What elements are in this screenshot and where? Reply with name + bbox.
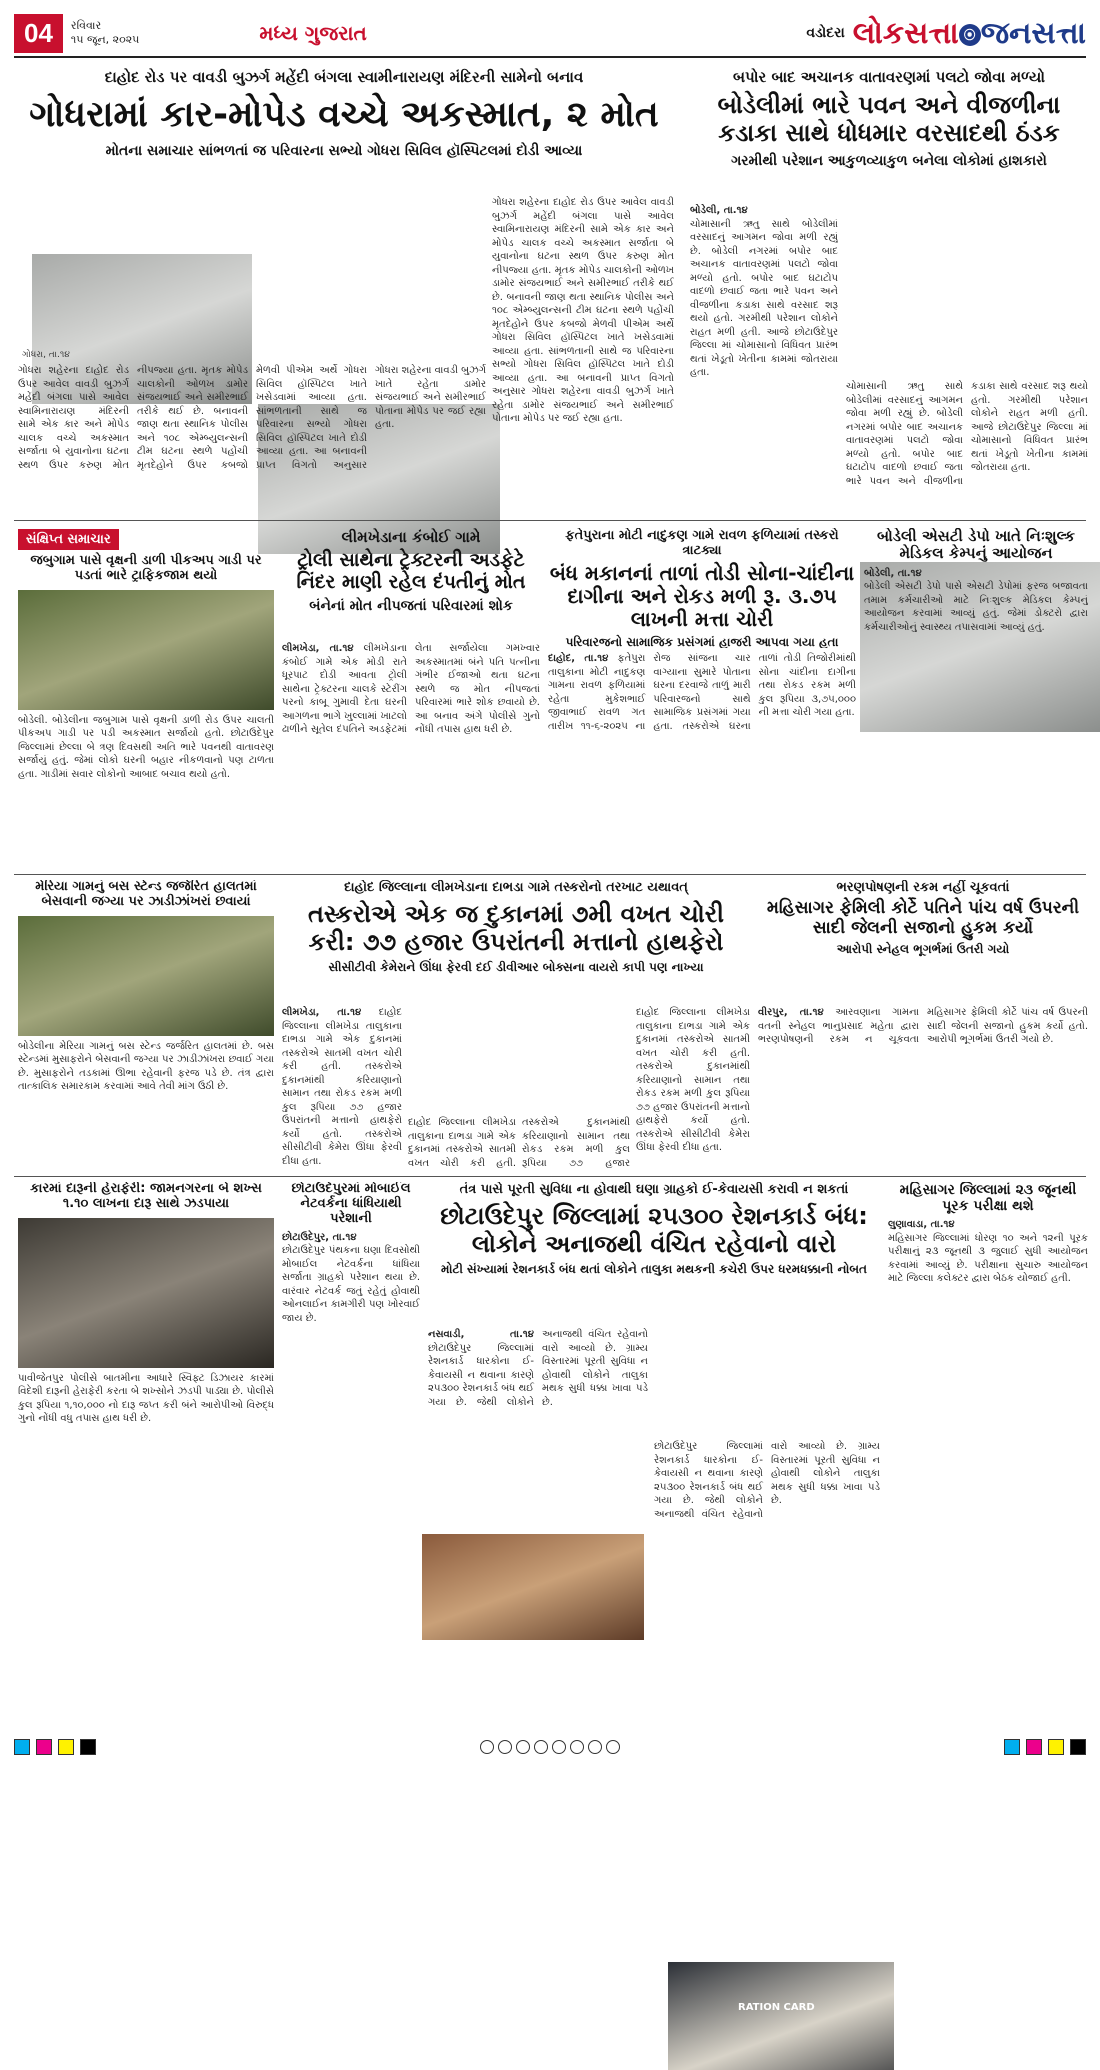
medical-headline: બોડેલી એસટી ડેપો ખાતે નિઃશુલ્ક મેડિકલ કેમ્પનું આયોજન <box>876 528 1076 563</box>
shop-theft-kicker: દાહોદ જિલ્લાના લીમખેડાના દાભડા ગામે તસ્કરોનો તરખાટ યથાવત્ <box>344 880 688 895</box>
liquor-story <box>18 1182 274 1712</box>
rain-headline: બોડેલીમાં ભારે પવન અને વીજળીના કડાકા સાથે ધોધમાર વરસાદથી ઠંડક <box>717 91 1061 147</box>
logo-left: લોકસત્તા <box>852 15 959 51</box>
network-headline: છોટાઉદેપુરમાં મોબાઈલ નેટવર્કના ધાંધિયાથી પરેશાની <box>291 1182 411 1226</box>
ration-sub: મોટી સંખ્યામાં રેશનકાર્ડ બંધ થતાં લોકોને તાલુકા મથકની કચેરી ઉપર ધરમધક્કાની નોબત <box>440 1262 867 1277</box>
exam-dateline: લુણાવાડા, તા.૧૪ <box>888 1219 955 1231</box>
dot-icon <box>516 1740 530 1754</box>
color-registration-marks <box>1004 1739 1086 1755</box>
theft-sub: પરિવારજનો સામાજિક પ્રસંગમાં હાજરી આપવા ગયા હતા <box>565 635 839 648</box>
brief-body: બોડેલી. બોડેલીના જબુગામ પાસે વૃક્ષની ડાળી રોડ ઉપર ચાલતી પીકઅપ ગાડી પર પડી અકસ્માત સર્જાયો હતો. છોટાઉદેપુર જિલ્લામાં છેલ્લા બે ત્રણ દિવસથી અતિ ભારે પવનથી વાતાવરણ સર્જાયું હતું. જેમાં લોકો ઘરની બહાર નીકળવાનો પણ ટાળતા હતા. ગાડીમાં સવાર લોકોનો આબાદ બચાવ થયો હતો. <box>18 714 274 780</box>
shop-theft-headline: તસ્કરોએ એક જ દુકાનમાં ૭મી વખત ચોરી કરી: ૭૭ હજાર ઉપરાંતની મત્તાનો હાથફેરો <box>307 900 725 956</box>
medical-dateline: બોડેલી, તા.૧૪ <box>864 567 922 579</box>
rain-kicker: બપોર બાદ અચાનક વાતાવરણમાં પલટો જોવા મળ્યો <box>732 68 1046 86</box>
court-body: આરવણાના ગામના વતની સ્નેહલ ભાનુપ્રસાદ મહેતા દ્વારા ભરણપોષણની રકમ ન ચૂકવતા મહિસાગર ફેમિલી કોર્ટે પાંચ વર્ષ ઉપરની સાદી જેલની સજાનો હુકમ કર્યો હતો. આરોપી ભૂગર્ભમાં ઉતરી ગયો છે. <box>758 1007 1088 1045</box>
divider <box>14 1176 1086 1177</box>
cyan-swatch <box>14 1739 30 1755</box>
lead-headline: ગોધરામાં કાર-મોપેડ વચ્ચે અકસ્માત, ૨ મોત <box>29 94 659 135</box>
medical-body: બોડેલી એસટી ડેપો પાસે એસટી ડેપોમાં ફરજ બજાવતા તમામ કર્મચારીઓ માટે નિઃશુલ્ક મેડિકલ કેમ્પનું આયોજન કરવામાં આવ્યું હતું. જેમાં ડોક્ટરો દ્વારા કર્મચારીઓનું સ્વાસ્થ્ય તપાસવામાં આવ્યું હતું. <box>864 581 1088 633</box>
brief-news-box <box>18 528 274 868</box>
tractor-sub: બંનેનાં મોત નીપજતાં પરિવારમાં શોક <box>309 597 513 614</box>
theft-headline: બંધ મકાનનાં તાળાં તોડી સોના-ચાંદીના દાગીના અને રોકડ મળી રૂ. ૩.૭૫ લાખની મત્તા ચોરી <box>549 561 855 631</box>
section-title: મધ્ય ગુજરાત <box>259 21 367 45</box>
photo-caption: ગોધરા, તા.૧૪ <box>22 350 70 360</box>
ration-story-header <box>428 1182 880 1322</box>
dot-icon <box>606 1740 620 1754</box>
ration-dateline: નસવાડી, તા.૧૪ <box>428 1329 534 1340</box>
black-swatch <box>1070 1739 1086 1755</box>
theft-kicker: ફતેપુરાના મોટી નાદુકણ ગામે રાવળ ફળિયામાં તસ્કરો ત્રાટક્યા <box>565 528 839 558</box>
ration-body-continued: છોટાઉદેપુર જિલ્લામાં રેશનકાર્ડ ધારકોના ઈ-કેવાયસી ન થવાના કારણે ૨૫૩૦૦ રેશનકાર્ડ બંધ થઈ ગયા છે. જેથી લોકોને અનાજથી વંચિત રહેવાનો વારો આવ્યો છે. ગ્રામ્ય વિસ્તારમાં પૂરતી સુવિધા ન હોવાથી લોકોને તાલુકા મથક સુધી ધક્કા ખાવા પડે છે. <box>654 1441 880 1520</box>
shop-theft-sub: સીસીટીવી કેમેરાને ઊંધા ફેરવી દઈ ડીવીઆર બોક્સના વાયરો કાપી પણ નાખ્યા <box>328 960 704 975</box>
page-number: 04 <box>14 14 63 53</box>
shop-theft-body-2: દાહોદ જિલ્લાના લીમખેડા તાલુકાના દાભડા ગામે એક દુકાનમાં તસ્કરોએ સાતમી વખત ચોરી કરી હતી. તસ્કરોએ દુકાનમાંથી કરિયાણાનો સામાન તથા રોકડ રકમ મળી કુલ રૂપિયા ૭૭ હજાર <box>408 1117 630 1169</box>
rain-story-header <box>690 68 1088 198</box>
tractor-body: લીમખેડાના કંબોઈ ગામે એક મોડી રાતે ધૂરપાટ દોડી આવતા ટ્રોલી સાથેના ટ્રેક્ટરના ચાલકે સ્ટેરીંગ પરનો કાબૂ ગુમાવી દેતા ઘરની આગળના ભાગે ખુલ્લામાં ખાટલો ઢાળીને સૂતેલ દંપતિને અડફેટમાં લેતા સર્જાયેલા ગમખ્વાર અકસ્માતમાં બંને પતિ પત્નીના ગંભીર ઈજાઓ થતા ઘટના સ્થળે જ મોત નીપજતાં પરિવારમાં ભારે શોક છવાયો છે. આ બનાવ અંગે પોલીસે ગુનો નોંધી તપાસ હાથ ધરી છે. <box>282 643 540 735</box>
network-story <box>282 1182 420 1712</box>
liquor-seizure-photo <box>18 1218 274 1368</box>
dot-icon <box>552 1740 566 1754</box>
bus-stand-photo <box>18 916 274 1036</box>
ration-body: છોટાઉદેપુર જિલ્લામાં રેશનકાર્ડ ધારકોના ઈ-કેવાયસી ન થવાના કારણે ૨૫૩૦૦ રેશનકાર્ડ બંધ થઈ ગયા છે. જેથી લોકોને અનાજથી વંચિત રહેવાનો વારો આવ્યો છે. ગ્રામ્ય વિસ્તારમાં પૂરતી સુવિધા ન હોવાથી લોકોને તાલુકા મથક સુધી ધક્કા ખાવા પડે છે. <box>428 1329 648 1408</box>
yellow-swatch <box>1048 1739 1064 1755</box>
shop-theft-dateline: લીમખેડા, તા.૧૪ <box>282 1007 362 1018</box>
brief-box-title: સંક્ષિપ્ત સમાચાર <box>18 529 119 550</box>
bus-stand-body: બોડેલીના મેરિયા ગામનું બસ સ્ટેન્ડ જર્જરિત હાલતમાં છે. બસ સ્ટેન્ડમાં મુસાફરોને બેસવાની જગ્યા પર ઝાડીઝાંખરા છવાઈ ગયા છે. મુસાફરોને તડકામાં ઊભા રહેવાની ફરજ પડે છે. તંત્ર દ્વારા તાત્કાલિક સમારકામ કરવામાં આવે તેવી માંગ ઉઠી છે. <box>18 1040 274 1093</box>
yellow-swatch <box>58 1739 74 1755</box>
ration-card-label: RATION CARD <box>738 2002 815 2013</box>
dot-icon <box>480 1740 494 1754</box>
lead-story-header <box>14 68 674 188</box>
bus-stand-story <box>18 880 274 1170</box>
court-headline: મહિસાગર ફેમિલી કોર્ટે પતિને પાંચ વર્ષ ઉપરની સાદી જેલની સજાનો હુકમ કર્યો <box>766 898 1080 938</box>
bus-stand-headline: મેરિયા ગામનું બસ સ્ટેન્ડ જર્જરિત હાલતમાં બેસવાની જગ્યા પર ઝાડીઝાંખરાં છવાયાં <box>35 880 257 909</box>
fallen-tree-photo <box>18 590 274 710</box>
ration-headline: છોટાઉદેપુર જિલ્લામાં ૨૫૩૦૦ રેશનકાર્ડ બંધ: લોકોને અનાજથી વંચિત રહેવાનો વારો <box>440 1202 868 1258</box>
family-court-header <box>758 880 1088 1000</box>
date-block <box>71 19 139 47</box>
footer-dots <box>480 1740 620 1754</box>
rain-body-continued: ચોમાસાની ઋતુ સાથે બોડેલીમાં વરસાદનું આગમન જોવા મળી રહ્યું છે. બોડેલી નગરમાં બપોર બાદ અચાનક વાતાવરણમાં પલટો જોવા મળ્યો હતો. બપોર બાદ ઘટાટોપ વાદળો છવાઈ જતા ભારે પવન અને વીજળીના કડાકા સાથે વરસાદ શરૂ થયો હતો. ગરમીથી પરેશાન લોકોને રાહત મળી હતી. આજે છોટાઉદેપુર જિલ્લા માં ચોમાસાનો વિધિવત પ્રારંભ થતાં ખેડૂતો ખેતીના કામમાં જોતરાયા હતા. <box>846 381 1088 487</box>
date: ૧૫ જૂન, ૨૦૨૫ <box>70 33 140 46</box>
divider <box>14 874 1086 875</box>
newspaper-logo <box>853 16 1086 51</box>
logo-right: જનસત્તા <box>980 15 1086 51</box>
court-sub: આરોપી સ્નેહલ ભૂગર્ભમાં ઉતરી ગયો <box>836 942 1010 957</box>
magenta-swatch <box>36 1739 52 1755</box>
exam-story <box>888 1182 1088 1712</box>
color-registration-marks <box>14 1739 96 1755</box>
magenta-swatch <box>1026 1739 1042 1755</box>
theft-story-header <box>548 528 856 648</box>
dot-icon <box>498 1740 512 1754</box>
rain-body: ચોમાસાની ઋતુ સાથે બોડેલીમાં વરસાદનું આગમન જોવા મળી રહ્યું છે. બોડેલી નગરમાં બપોર બાદ અચાનક વાતાવરણમાં પલટો જોવા મળ્યો હતો. બપોર બાદ ઘટાટોપ વાદળો છવાઈ જતા ભારે પવન અને વીજળીના કડાકા સાથે વરસાદ શરૂ થયો હતો. ગરમીથી પરેશાન લોકોને રાહત મળી હતી. આજે છોટાઉદેપુર જિલ્લા માં ચોમાસાનો વિધિવત પ્રારંભ થતાં ખેડૂતો ખેતીના કામમાં જોતરાયા હતા. <box>690 218 838 378</box>
lead-body-continued: ગોધરા શહેરના દાહોદ રોડ ઉપર આવેલ વાવડી બુઝર્ગ મહેંદી બંગલા પાસે આવેલ સ્વામિનારાયણ મંદિરની સામે એક કાર અને મોપેડ ચાલક વચ્ચે અકસ્માત સર્જાતા બે યુવાનોના ઘટના સ્થળ ઉપર કરુણ મોત નીપજ્યા હતા. મૃતક મોપેડ ચાલકોની ઓળખ ડામોર સંજયભાઈ અને સમીરભાઈ તરીકે થઈ છે. બનાવની જાણ થતા સ્થાનિક પોલીસ અને ૧૦૮ એમ્બ્યુલન્સની ટીમ ઘટના સ્થળે પહોંચી મૃતદેહોને ઉપર કબજો મેળવી પીએમ અર્થે ગોધરા સિવિલ હૉસ્પિટલ ખાતે ખસેડવામાં આવ્યા હતા. સાંભળતાની સાથે જ પરિવારના સભ્યો ગોધરા સિવિલ હૉસ્પિટલ ખાતે દોડી આવ્યા હતા. આ બનાવની પ્રાપ્ત વિગતો અનુસાર ગોધરા શહેરના વાવડી બુઝર્ગ ખાતે રહેતા ડામોર સંજયભાઈ અને સમીરભાઈ પોતાના મોપેડ પર જઈ રહ્યા હતા. <box>492 197 674 424</box>
liquor-body: પાવીજેતપુર પોલીસે બાતમીના આધારે સ્વિફ્ટ ડિઝાયર કારમાં વિદેશી દારૂની હેરાફેરી કરતા બે શખ્સોને ઝડપી પાડ્યા છે. પોલીસે કુલ રૂપિયા ૧,૧૦,૦૦૦ નો દારૂ જપ્ત કરી બંને આરોપીઓ વિરુદ્ધ ગુનો નોંધી વધુ તપાસ હાથ ધરી છે. <box>18 1372 274 1425</box>
ration-kicker: તંત્ર પાસે પૂરતી સુવિધા ના હોવાથી ઘણા ગ્રાહકો ઈ-કેવાયસી કરાવી ન શકતાં <box>459 1182 849 1197</box>
liquor-headline: કારમાં દારૂની હેરાફેરી: જામનગરના બે શખ્સ ૧.૧૦ લાખના દારૂ સાથે ઝડપાયા <box>30 1182 262 1211</box>
court-kicker: ભરણપોષણની રકમ નહીં ચૂકવતાં <box>836 880 1010 895</box>
location-pin-icon: ⦿ <box>959 24 981 46</box>
lead-kicker: દાહોદ રોડ પર વાવડી બુઝર્ગ મહેંદી બંગલા સ્વામીનારાયણ મંદિરની સામેનો બનાવ <box>104 68 584 86</box>
tractor-kicker: લીમખેડાના કંબોઈ ગામે <box>341 528 481 546</box>
dot-icon <box>570 1740 584 1754</box>
page-footer <box>14 1737 1086 1757</box>
network-body: છોટાઉદેપુર પંથકના ઘણા દિવસોથી મોબાઈલ નેટવર્કના ધાંધિયા સર્જાતા ગ્રાહકો પરેશાન થયા છે. વારંવાર નેટવર્ક જતું રહેતું હોવાથી ઓનલાઈન કામગીરી પણ ખોરવાઈ જાય છે. <box>282 1245 420 1324</box>
shop-theft-body: દાહોદ જિલ્લાના લીમખેડા તાલુકાના દાભડા ગામે એક દુકાનમાં તસ્કરોએ સાતમી વખત ચોરી કરી હતી. તસ્કરોએ દુકાનમાંથી કરિયાણાનો સામાન તથા રોકડ રકમ મળી કુલ રૂપિયા ૭૭ હજાર ઉપરાંતની મત્તાનો હાથફેરો કર્યો હતો. તસ્કરોએ સીસીટીવી કેમેરા ઊંધા ફેરવી દીધા હતા. <box>282 1007 402 1167</box>
rain-sub: ગરમીથી પરેશાન આકુળવ્યાકુળ બનેલા લોકોમાં હાશકારો <box>731 153 1047 170</box>
ration-card-photo <box>668 1962 894 2070</box>
dot-icon <box>588 1740 602 1754</box>
brief-headline: જબુગામ પાસે વૃક્ષની ડાળી પીકઅપ ગાડી પર પડતાં ભારે ટ્રાફિકજામ થયો <box>30 553 262 583</box>
tractor-story-header <box>282 528 540 638</box>
court-dateline: વીરપુર, તા.૧૪ <box>758 1007 824 1018</box>
shop-theft-body-3: દાહોદ જિલ્લાના લીમખેડા તાલુકાના દાભડા ગામે એક દુકાનમાં તસ્કરોએ સાતમી વખત ચોરી કરી હતી. તસ્કરોએ દુકાનમાંથી કરિયાણાનો સામાન તથા રોકડ રકમ મળી કુલ રૂપિયા ૭૭ હજાર ઉપરાંતની મત્તાનો હાથફેરો કર્યો હતો. તસ્કરોએ સીસીટીવી કેમેરા ઊંધા ફેરવી દીધા હતા. <box>636 1007 750 1153</box>
exam-headline: મહિસાગર જિલ્લામાં ૨૩ જૂનથી પૂરક પરીક્ષા થશે <box>899 1182 1077 1215</box>
medical-camp-story <box>864 528 1088 868</box>
tractor-dateline: લીમખેડા, તા.૧૪ <box>282 643 354 654</box>
shop-theft-header <box>282 880 750 1000</box>
tractor-headline: ટ્રોલી સાથેના ટ્રેક્ટરની અડફેટે નિંદર માણી રહેલ દંપતીનું મોત <box>296 549 526 593</box>
theft-body: ફતેપુરા તાલુકાના મોટી નાદુકણ ગામના રાવળ ફળિયામાં રહેતા મુકેશભાઈ જીવાભાઈ રાવળ ગત તારીખ ૧૧-૬-૨૦૨૫ ના રોજ સાંજના ચાર વાગ્યાના સુમારે પોતાના ઘરના દરવાજે તાળું મારી પરિવારજનો સાથે સામાજિક પ્રસંગમાં ગયા હતા. તસ્કરોએ ઘરના તાળાં તોડી તિજોરીમાંથી સોના ચાંદીના દાગીના તથા રોકડ રકમ મળી કુલ રૂપિયા ૩,૭૫,૦૦૦ ની મત્તા ચોરી ગયા હતા. <box>548 653 856 732</box>
rain-dateline: બોડેલી, તા.૧૪ <box>690 205 748 216</box>
lead-sub: મોતના સમાચાર સાંભળતાં જ પરિવારના સભ્યો ગોધરા સિવિલ હૉસ્પિટલમાં દોડી આવ્યા <box>105 143 583 160</box>
network-dateline: છોટાઉદેપુર, તા.૧૪ <box>282 1231 357 1243</box>
black-swatch <box>80 1739 96 1755</box>
exam-body: મહિસાગર જિલ્લામાં ધોરણ ૧૦ અને ૧૨ની પૂરક પરીક્ષાનું ૨૩ જૂનથી ૩ જુલાઈ સુધી આયોજન કરવામાં આવ્યું છે. પરીક્ષાના સુચારુ આયોજન માટે જિલ્લા કલેક્ટર દ્વારા બેઠક યોજાઈ હતી. <box>888 1232 1088 1285</box>
divider <box>14 520 1086 521</box>
lead-body: ગોધરા શહેરના દાહોદ રોડ ઉપર આવેલ વાવડી બુઝર્ગ મહેંદી બંગલા પાસે આવેલ સ્વામિનારાયણ મંદિરની સામે એક કાર અને મોપેડ ચાલક વચ્ચે અકસ્માત સર્જાતા બે યુવાનોના ઘટના સ્થળ ઉપર કરુણ મોત નીપજ્યા હતા. મૃતક મોપેડ ચાલકોની ઓળખ ડામોર સંજયભાઈ અને સમીરભાઈ તરીકે થઈ છે. બનાવની જાણ થતા સ્થાનિક પોલીસ અને ૧૦૮ એમ્બ્યુલન્સની ટીમ ઘટના સ્થળે પહોંચી મૃતદેહોને ઉપર કબજો મેળવી પીએમ અર્થે ગોધરા સિવિલ હૉસ્પિટલ ખાતે ખસેડવામાં આવ્યા હતા. સાંભળતાની સાથે જ પરિવારના સભ્યો ગોધરા સિવિલ હૉસ્પિટલ ખાતે દોડી આવ્યા હતા. આ બનાવની પ્રાપ્ત વિગતો અનુસાર ગોધરા શહેરના વાવડી બુઝર્ગ ખાતે રહેતા ડામોર સંજયભાઈ અને સમીરભાઈ પોતાના મોપેડ પર જઈ રહ્યા હતા. <box>18 365 486 471</box>
theft-dateline: દાહોદ, તા.૧૪ <box>548 653 609 664</box>
cyan-swatch <box>1004 1739 1020 1755</box>
masthead <box>14 10 1086 58</box>
day: રવિવાર <box>70 19 102 32</box>
dot-icon <box>534 1740 548 1754</box>
city-name: વડોદરા <box>806 25 845 41</box>
